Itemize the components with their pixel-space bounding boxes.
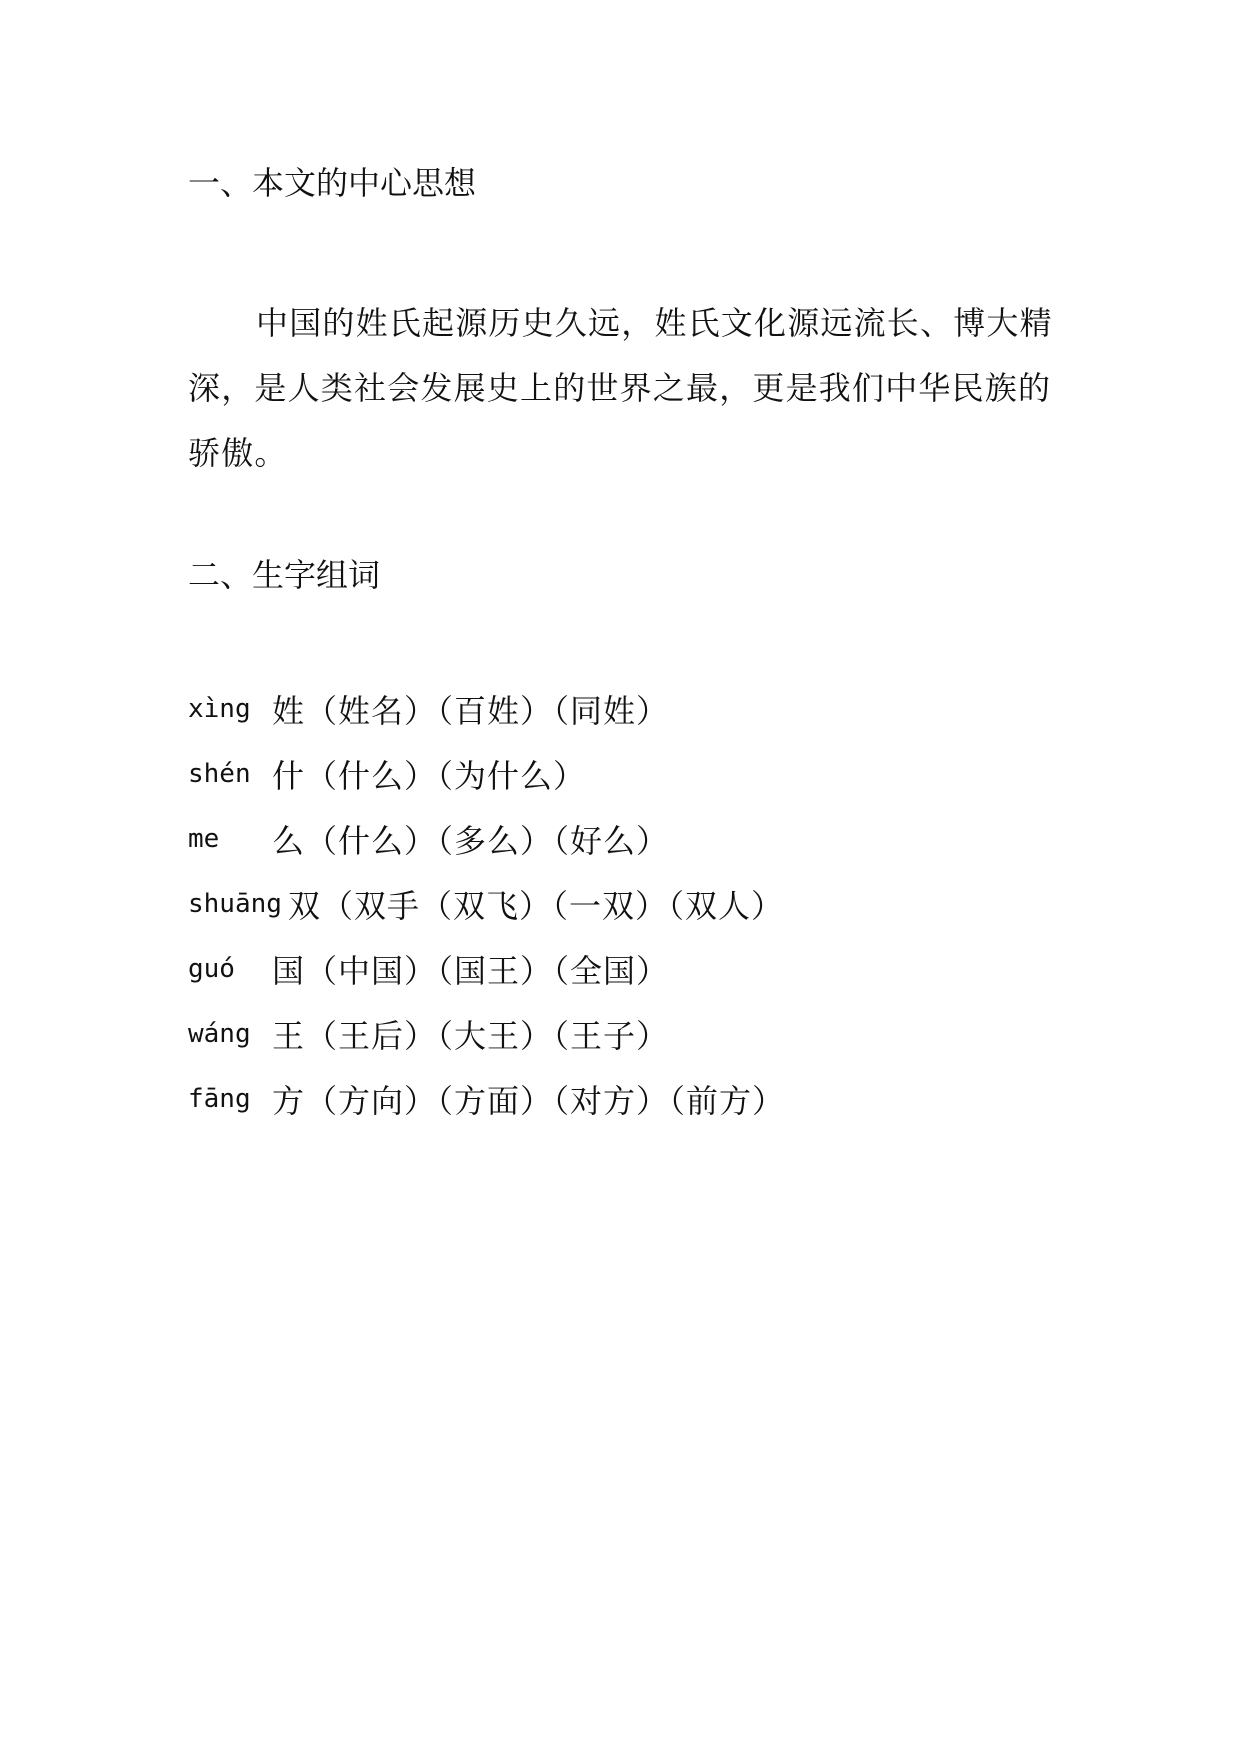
pinyin-label: wáng	[188, 1018, 251, 1049]
pinyin-label: fāng	[188, 1083, 251, 1114]
vocab-row-shen	[188, 741, 1088, 806]
section-heading-vocabulary: 二、生字组词	[188, 556, 381, 594]
word-group: 什（什么）（为什么）	[272, 756, 587, 795]
vocab-row-guo	[188, 936, 1088, 1001]
main-idea-paragraph: 中国的姓氏起源历史久远，姓氏文化源远流长、博大精深，是人类社会发展史上的世界之最，更是我们中华民族的骄傲。	[188, 304, 1053, 472]
vocab-row-xing	[188, 676, 1088, 741]
pinyin-label: guó	[188, 953, 235, 984]
word-group: 姓（姓名）（百姓）（同姓）	[272, 691, 670, 730]
section-heading-main-idea: 一、本文的中心思想	[188, 164, 477, 202]
vocab-row-shuang	[188, 871, 1088, 936]
vocab-row-wang	[188, 1001, 1088, 1066]
pinyin-label: xìng	[188, 693, 251, 724]
vocabulary-list	[188, 676, 1088, 1131]
word-group: 方（方向）（方面）（对方）（前方）	[272, 1081, 786, 1120]
word-group: 王（王后）（大王）（王子）	[272, 1016, 670, 1055]
pinyin-label: shuāng	[188, 888, 282, 919]
word-group: 双（双手（双飞）（一双）（双人）	[288, 886, 785, 925]
vocab-row-me	[188, 806, 1088, 871]
pinyin-label: me	[188, 823, 220, 854]
vocab-row-fang	[188, 1066, 1088, 1131]
word-group: 国（中国）（国王）（全国）	[272, 951, 670, 990]
pinyin-label: shén	[188, 758, 251, 789]
word-group: 么（什么）（多么）（好么）	[272, 821, 670, 860]
